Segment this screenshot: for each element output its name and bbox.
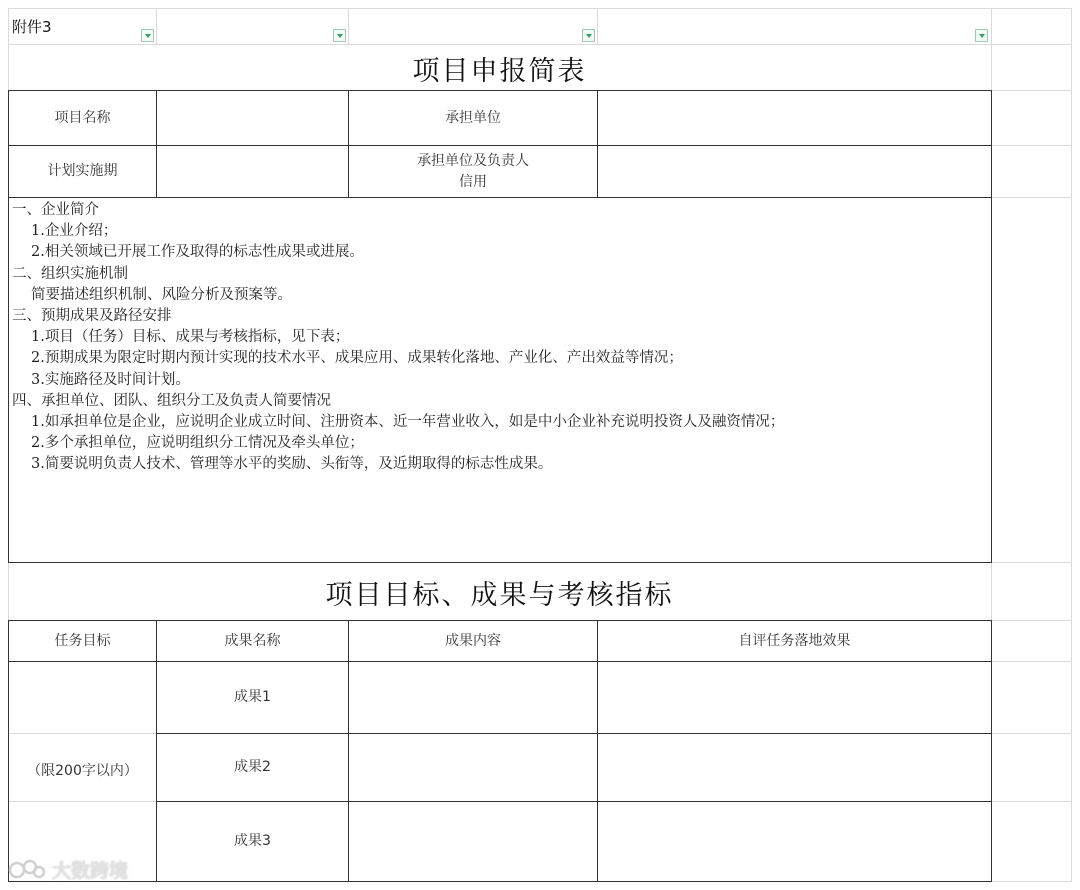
section-heading: 三、预期成果及路径安排 — [12, 308, 172, 325]
gridline — [8, 8, 1072, 9]
gridline — [1071, 8, 1072, 882]
result-effect-cell[interactable] — [598, 802, 991, 881]
table-border — [8, 562, 992, 563]
column-header: 成果内容 — [445, 632, 501, 649]
gridline — [156, 8, 157, 44]
result-content-cell[interactable] — [349, 662, 597, 733]
description-line: 3.实施路径及时间计划。 — [31, 371, 190, 388]
credit-label: 承担单位及负责人信用 — [417, 152, 529, 190]
period-label: 计划实施期 — [47, 163, 118, 179]
result-name: 成果1 — [234, 689, 271, 705]
result-name: 成果3 — [234, 833, 271, 849]
undertaker-label: 承担单位 — [445, 109, 501, 126]
description-line: 2.多个承担单位，应说明组织分工情况及牵头单位； — [31, 435, 364, 452]
description-line: 2.相关领域已开展工作及取得的标志性成果或进展。 — [31, 244, 364, 261]
filter-dropdown-icon[interactable] — [582, 29, 595, 42]
description-text — [12, 200, 982, 476]
result-content-cell[interactable] — [349, 734, 597, 801]
table-border — [991, 90, 992, 563]
result-effect-cell[interactable] — [598, 662, 991, 733]
gridline — [597, 8, 598, 44]
brand-logo-icon — [8, 857, 46, 883]
column-header: 任务目标 — [54, 632, 111, 649]
attachment-label: 附件3 — [12, 17, 52, 36]
result-effect-cell[interactable] — [598, 734, 991, 801]
result-name: 成果2 — [234, 759, 271, 775]
task-goal-cell[interactable]: （限200字以内） — [27, 763, 138, 779]
description-line: 1.企业介绍； — [31, 223, 118, 240]
watermark-text: 大数跨境 — [52, 860, 129, 882]
gridline — [8, 44, 1072, 45]
description-line: 2.预期成果为限定时期内预计实现的技术水平、成果应用、成果转化落地、产业化、产出效益等情况； — [31, 350, 683, 367]
undertaker-cell[interactable] — [598, 91, 991, 145]
gridline — [348, 8, 349, 44]
section-heading: 一、企业简介 — [12, 202, 99, 218]
project-name-cell[interactable] — [157, 91, 348, 145]
section2-title: 项目目标、成果与考核指标 — [325, 579, 674, 611]
credit-cell[interactable] — [598, 146, 991, 197]
period-cell[interactable] — [157, 146, 348, 197]
project-name-label: 项目名称 — [54, 109, 111, 126]
filter-dropdown-icon[interactable] — [975, 29, 988, 42]
description-line: 1.项目（任务）目标、成果与考核指标，见下表； — [31, 329, 350, 346]
watermark — [8, 856, 128, 883]
description-line: 简要描述组织机制、风险分析及预案等。 — [31, 286, 292, 303]
description-line: 3.简要说明负责人技术、管理等水平的奖励、头衔等，及近期取得的标志性成果。 — [31, 456, 553, 473]
filter-dropdown-icon[interactable] — [141, 29, 154, 42]
page-title: 项目申报简表 — [412, 55, 587, 87]
filter-dropdown-icon[interactable] — [333, 29, 346, 42]
section-heading: 二、组织实施机制 — [12, 265, 128, 282]
result-content-cell[interactable] — [349, 802, 597, 881]
table-border — [991, 620, 992, 882]
column-header: 成果名称 — [224, 632, 281, 649]
description-line: 1.如承担单位是企业，应说明企业成立时间、注册资本、近一年营业收入，如是中小企业补充说明投资人及融资情况； — [31, 414, 785, 431]
column-header: 自评任务落地效果 — [738, 632, 851, 649]
table-border — [8, 197, 992, 198]
section-heading: 四、承担单位、团队、组织分工及负责人简要情况 — [12, 392, 331, 409]
